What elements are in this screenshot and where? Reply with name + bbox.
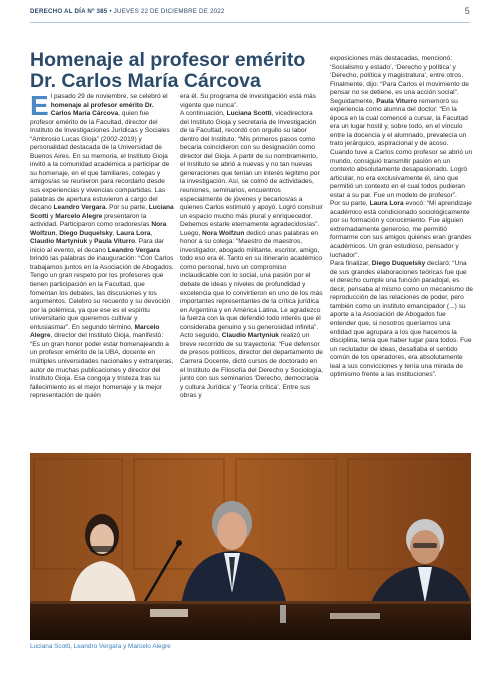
publication-name: DERECHO AL DÍA Nº 385	[30, 8, 108, 15]
body-text: , director del Instituto Gioja, manifestó: “Es un gran honor poder estar homenajeando a un profesor emérito de la UBA, docente en múltiples universidades nacionales y extranjeras, autor de muchas publicaciones y director del Instituto Gioja. Esa congoja y tristeza tras su fallecimiento es el mejor homenaje y la mejor representación de quién	[30, 332, 174, 400]
body-text: Por su parte,	[330, 200, 370, 208]
body-text: Acto seguido,	[180, 332, 222, 340]
column-3-text	[330, 55, 473, 380]
bold-name: Marcelo Alegre	[55, 212, 103, 220]
bold-name: Nora Wolfzun	[202, 229, 245, 237]
bold-name: Nora Wolfzun	[30, 221, 167, 237]
body-text: Luego,	[180, 229, 202, 237]
drop-cap: E	[30, 90, 49, 121]
page-number: 5	[464, 6, 470, 16]
body-text: evocó: “Mi aprendizaje académico está condicionado sociológicamente por su formación y conocimiento. Fue alguien extremadamente generoso, me permitió formarme con sus amigos quienes eran grandes académicos. Un gran estudioso, pensador y luchador”.	[330, 200, 472, 259]
body-text: y	[48, 212, 56, 220]
event-photo	[30, 453, 471, 640]
body-text: brindó las palabras de inauguración: “Con Carlos trabajamos juntos en la Asociación de Abogados. Tengo un gran respeto por los profesores que tienen participación en la Facultad, que fomentan los debates, las discusiones y los argumentos. Celebro su recuerdo y su devoción por la polémica, ya que ese es el espíritu universitario que queremos cultivar y entusiasmar”. En segundo término,	[30, 255, 174, 331]
issue-date: JUEVES 22 DE DICIEMBRE DE 2022	[113, 8, 225, 15]
bold-name: Luciana Scotti	[30, 204, 174, 220]
body-text: rememoró su experiencia como alumna del doctor: “En la época en la cual comencé a cursar, la Facultad era un lugar hostil y, sobre todo, en el vínculo entre la docencia y el alumnado, prevalecía un trato jerárquico, aspiracional y de acoso. Cuando tuve a Carlos como profesor se abrió un mundo, consiguió transmitir pasión en un contexto absolutamente desapasionado. Logró articular, no era exclusivamente él, sino que permitió un contexto en el cual todos pudieran estar a su par. Fue un modelo de profesor”.	[330, 97, 473, 199]
bold-name: Paula Viturro	[94, 238, 136, 246]
body-text: Para finalizar,	[330, 260, 372, 268]
body-text: l pasado 29 de noviembre, se celebró el	[50, 93, 168, 100]
header-divider	[30, 22, 470, 23]
body-text: ,	[112, 229, 117, 237]
bold-name: Laura Lora	[116, 229, 151, 237]
bold-name: Diego Duquelsky	[371, 260, 426, 268]
body-text: ,	[150, 229, 153, 237]
article-column-3	[330, 55, 473, 380]
body-text: ,	[55, 229, 60, 237]
body-text: . Por su parte,	[105, 204, 149, 212]
bold-name: Claudio Martyniuk	[30, 238, 88, 246]
bold-name: Leandro Vergara	[107, 246, 160, 254]
body-text: A continuación,	[180, 110, 227, 118]
body-text: declaró: “Una de sus grandes elaboraciones teóricas fue que el derecho cumple una función paradojal, es decir, pensaba al mismo como un mecanismo de reproducción de las relaciones de poder, pero también como un instituto emancipador (...) su aporte a la Asociación de Abogados fue entender que, si nosotros queríamos una entidad que agrupara a los que hacemos la disciplina, tenía que haber lugar para todos. Fue un reclutador de ideas, desafiaba el sentido común de los operadores, era absolutamente leal a sus convicciones y tenía una mirada de optimismo frente a las instituciones”.	[330, 260, 473, 379]
bold-name: Laura Lora	[369, 200, 404, 208]
article-column-2	[180, 93, 323, 401]
article-title	[30, 50, 320, 92]
event-photo-image	[30, 453, 471, 640]
body-text: era él. Su programa de investigación está más vigente que nunca”.	[180, 93, 316, 109]
photo-caption: Luciana Scotti, Leandro Vergara y Marcelo Alegre	[30, 643, 171, 650]
body-text: Seguidamente,	[330, 97, 377, 105]
body-text: , quien fue profesor emérito de la Facultad, director del Instituto de Investigaciones Jurídicas y Sociales “Ambrosio Lucas Gioja” (2002-2019) y personalidad destacada de la Universidad de Buenos Aires. En su memoria, el Instituto Gioja invitó a la comunidad académica a participar de su homenaje, en el que familiares, colegas y amigos/as se reunieron para recordarlo desde sus experiencias y vivencias compartidas. Las palabras de apertura estuvieron a cargo del decano	[30, 110, 170, 212]
body-text: dedicó unas palabras en honor a su colega: “Maestro de maestros, investigador, abogado militante, escritor, amigo, todo eso era él. Tanto en su itinerario académico como personal, tuvo un compromiso inclaudicable con lo social, una pasión por el debate de ideas y niveles de profundidad y excelencia que lo convirtieron en uno de los más importantes representantes de la crítica jurídica en Argentina y en América Latina. Le agradezco la fuerza con la que defendió todo interés que él consideraba genuino y su generosidad infinita”.	[180, 229, 323, 331]
body-text: exposiciones más destacadas, mencionó: ‘Socialismo y estado’, ‘Derecho y política’ y ‘Derecho, política y magistratura’, entre otros. Finalmente, dijo: “Para Carlos el movimiento de pensar no se detiene, es una acción social”.	[330, 55, 469, 97]
bold-name: Marcelo Alegre	[30, 323, 160, 340]
title-line-2: Dr. Carlos María Cárcova	[30, 70, 261, 92]
bold-name: Leandro Vergara	[53, 204, 106, 212]
column-1-text	[30, 90, 174, 401]
page-header: DERECHO AL DÍA Nº 385 • JUEVES 22 DE DICIEMBRE DE 2022 5	[30, 6, 470, 16]
title-line-1: Homenaje al profesor emérito	[30, 49, 306, 71]
column-2-text	[180, 93, 323, 401]
bold-name: Claudio Martyniuk	[221, 332, 279, 340]
body-text: . Para dar inicio al evento, el decano	[30, 238, 165, 254]
bold-name: Luciana Scotti	[226, 110, 272, 118]
bold-name: Diego Duquelsky	[59, 229, 113, 237]
bold-name: Dr. Carlos María Cárcova	[50, 101, 154, 118]
article-column-1	[30, 90, 174, 401]
bold-name: homenaje al profesor emérito	[50, 101, 144, 109]
body-text: presentaron la actividad. Participaron como oradores/as	[30, 212, 152, 229]
body-text: , vicedirectora del Instituto Gioja y secretaria de Investigación de la Facultad, recordó con orgullo su labor dentro del Instituto: “Mis primeros pasos como becaria coincidieron con su designación como director del Gioja. A partir de su nombramiento, el Instituto se abrió a nuevas y no tan nuevas generaciones que tenían un interés legítimo por la investigación. Así, se colmó de actividades, reuniones, seminarios, encuentros especialmente de jóvenes y becarios/as a quienes Carlos estimuló y apoyó. Logró construir un espacio mucho más plural y enriquecedor. Debemos estarle eternamente agradecidos/as”.	[180, 110, 323, 229]
bold-name: Paula Viturro	[376, 97, 418, 105]
body-text: realizó un breve recorrido de su trayectoria: “Fue defensor de presos políticos, director del departamento de Carrera Docente, dictó cursos de doctorado en el Instituto de Filosofía del Derecho y Sociología, junto con sus seminarios ‘Derecho, democracia y cultura Jurídica’ y ‘Teoría crítica’. Entre sus obras y	[180, 332, 323, 400]
body-text: y	[87, 238, 95, 246]
